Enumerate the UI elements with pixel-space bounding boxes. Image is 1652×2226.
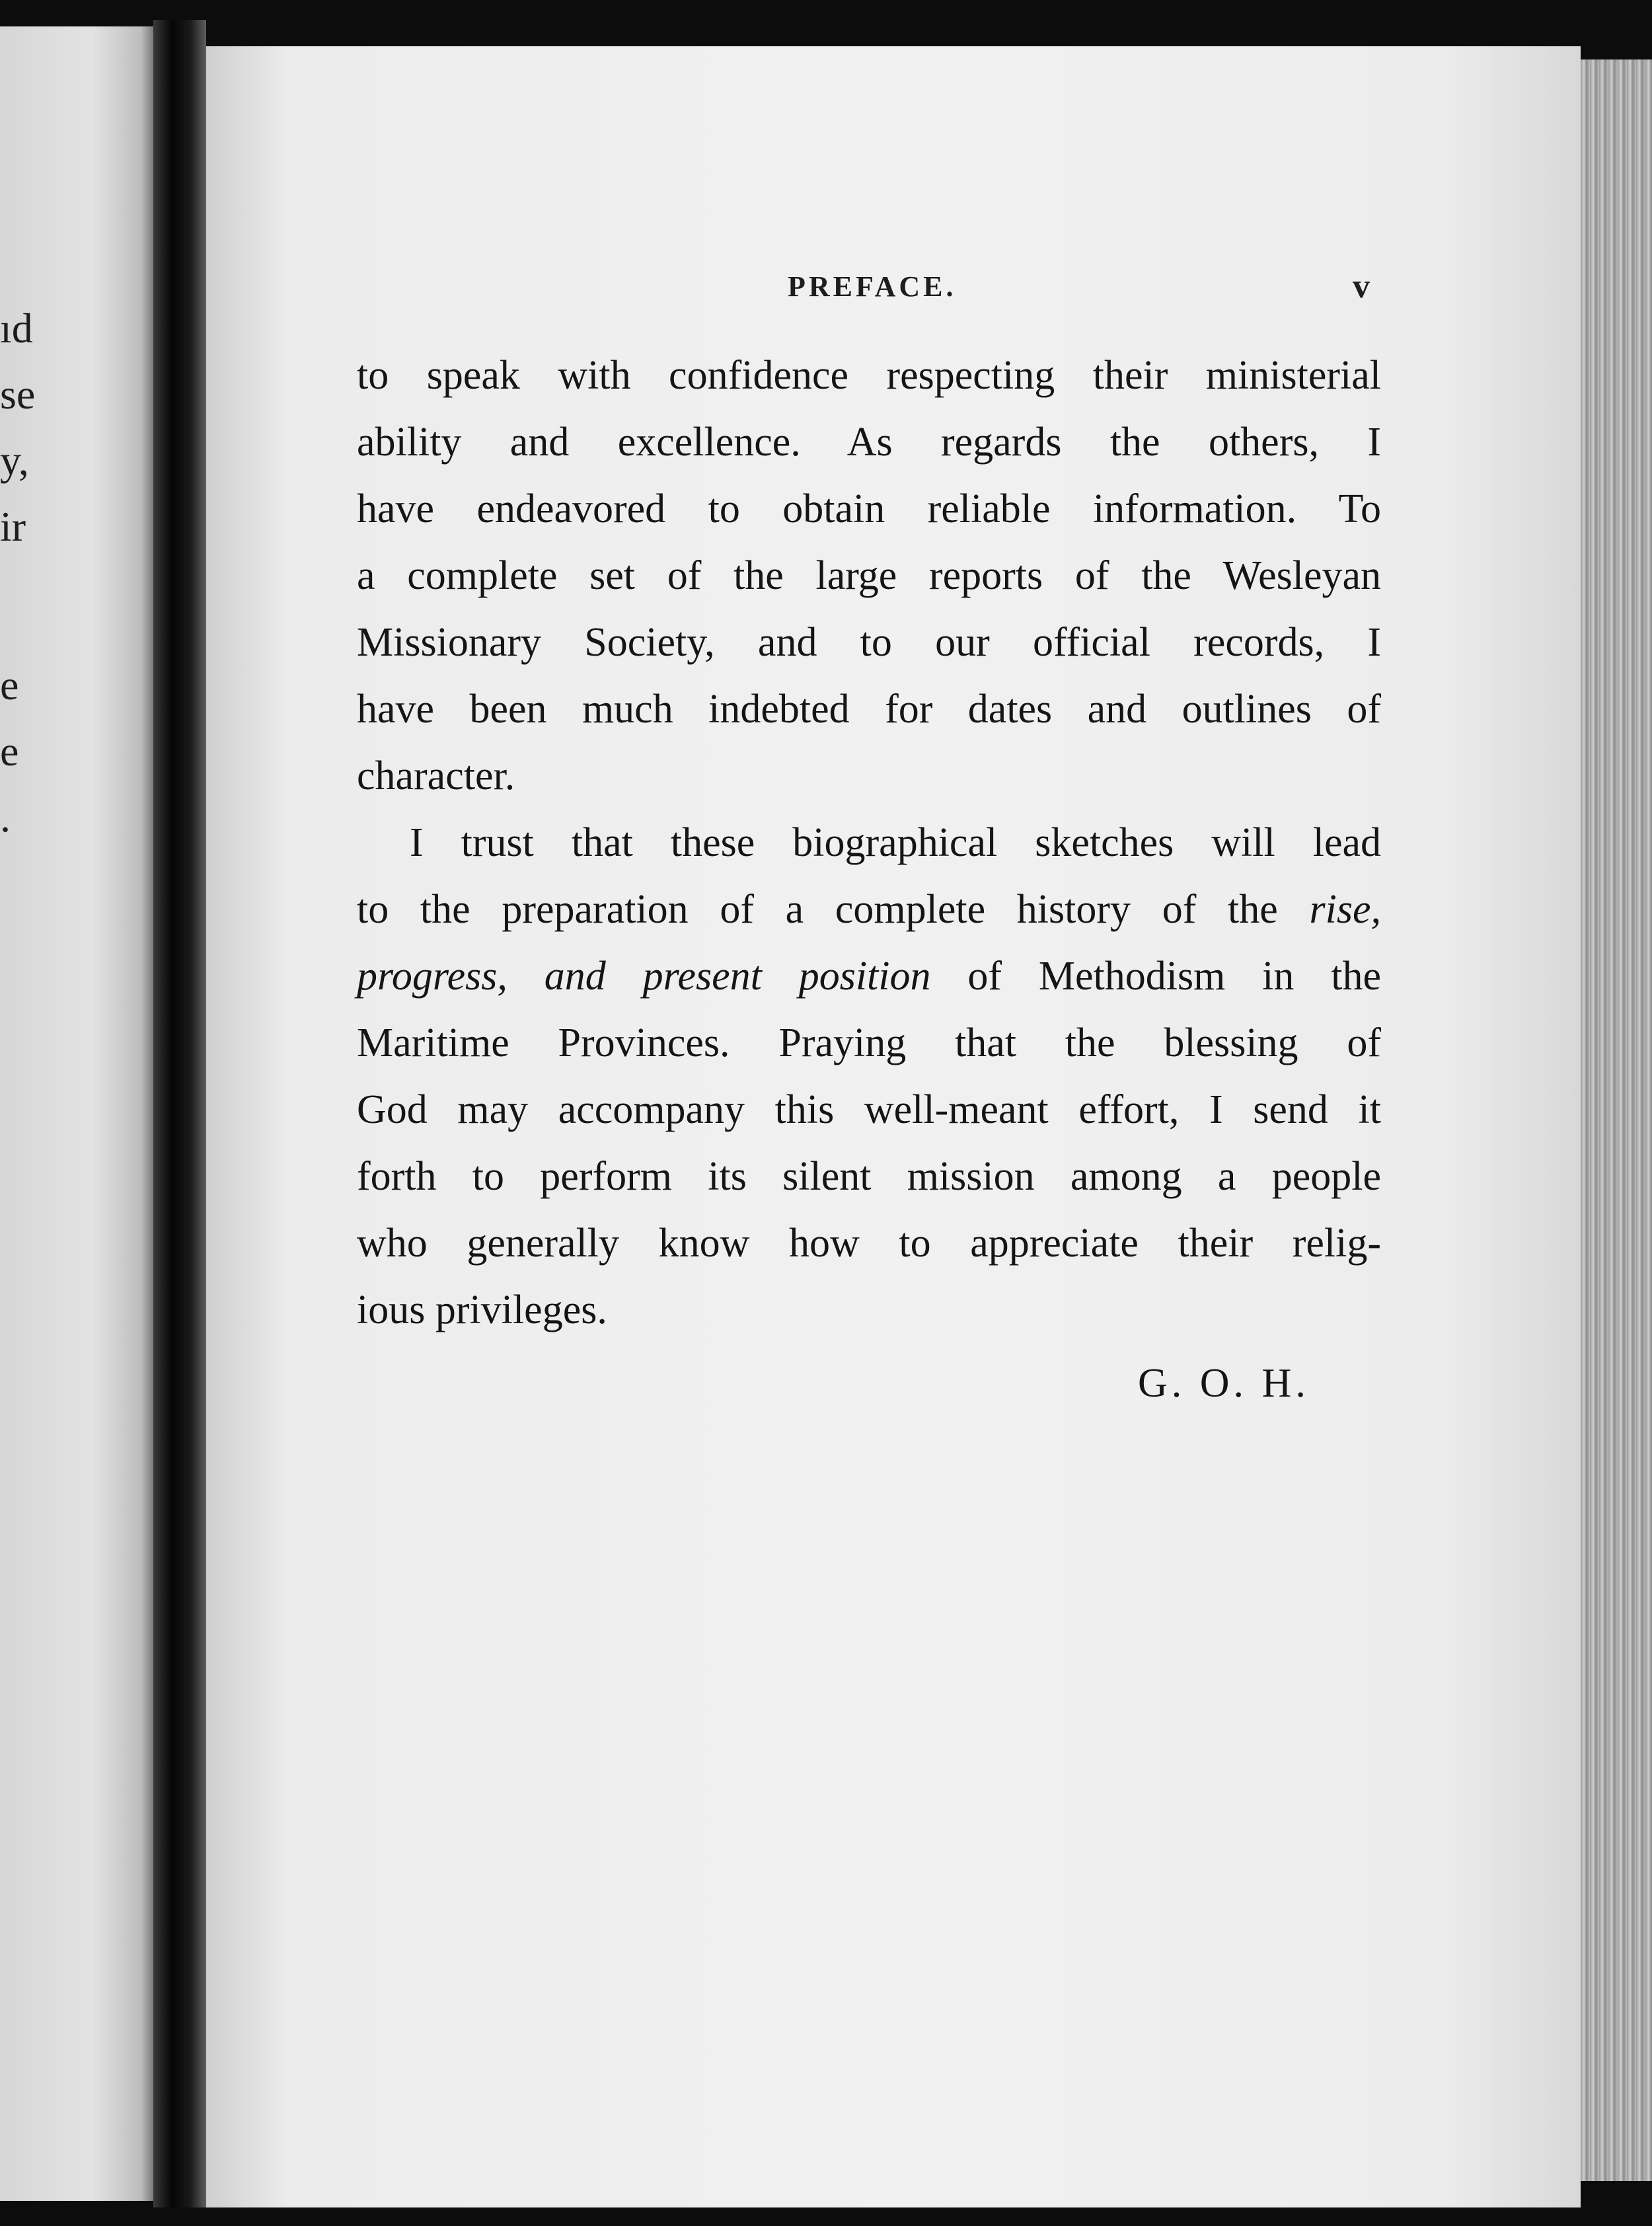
text-line: have been much indebted for dates and outlines of xyxy=(357,687,1381,732)
text-line: I trust that these biographical sketches will lead xyxy=(410,820,1381,865)
left-page-fragment: . xyxy=(0,794,11,841)
left-page-fragment: e xyxy=(0,728,19,775)
text-line: Maritime Provinces. Praying that the blessing of xyxy=(357,1020,1381,1065)
book-gutter xyxy=(153,20,206,2207)
text-line: have endeavored to obtain reliable information. To xyxy=(357,486,1381,531)
text-line: ious privileges. xyxy=(357,1287,607,1332)
italic-span: rise, xyxy=(1309,887,1382,932)
running-head xyxy=(206,270,1581,309)
text-line: Missionary Society, and to our official records, I xyxy=(357,620,1381,665)
italic-span: progress, and present position xyxy=(357,954,931,999)
text-line: who generally know how to appreciate their relig- xyxy=(357,1221,1381,1266)
text-line: forth to perform its silent mission among a people xyxy=(357,1154,1381,1199)
preface-text xyxy=(357,342,1381,1344)
left-page-fragment: e xyxy=(0,662,19,709)
text-line xyxy=(357,876,1381,943)
text-line: character. xyxy=(357,753,515,798)
text-line: a complete set of the large reports of the Wesleyan xyxy=(357,553,1381,598)
page-number: v xyxy=(1353,268,1370,305)
left-page-fragment: se xyxy=(0,371,36,418)
text-line: ability and excellence. As regards the others, I xyxy=(357,420,1381,465)
author-initials: G. O. H. xyxy=(1138,1361,1310,1406)
left-page-fragment: ıd xyxy=(0,305,33,352)
book-page xyxy=(206,46,1581,2207)
text-line xyxy=(357,943,1381,1010)
text-line: God may accompany this well-meant effort, I send it xyxy=(357,1087,1381,1132)
text-line: to speak with confidence respecting their ministerial xyxy=(357,353,1381,398)
page-edges xyxy=(1581,59,1652,2181)
text-span: of Methodism in the xyxy=(967,954,1382,999)
text-span: to the preparation of a complete history of the xyxy=(357,887,1278,932)
left-page-fragment: y, xyxy=(0,437,29,484)
left-facing-page xyxy=(0,26,153,2201)
left-page-fragment: ir xyxy=(0,503,26,550)
running-head-title: PREFACE. xyxy=(788,270,957,303)
